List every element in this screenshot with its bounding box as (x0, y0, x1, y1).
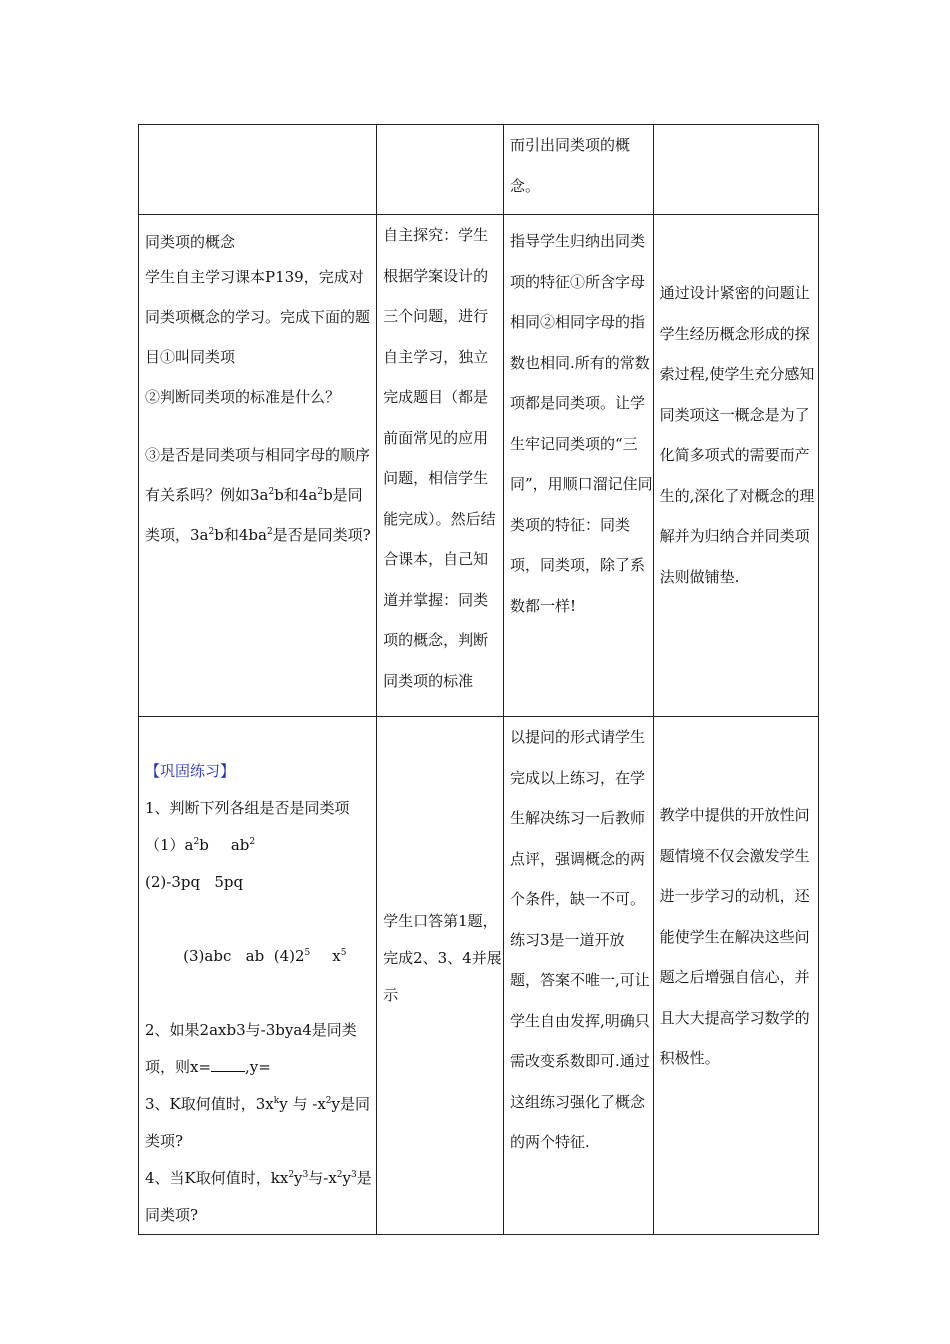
superscript: 3 (351, 1170, 357, 1180)
cell-content (139, 717, 377, 1235)
cell-text: 学生口答第1题，完成2、3、4并展示 (383, 912, 502, 1004)
cell-text (145, 790, 376, 864)
superscript: 2 (317, 487, 324, 497)
cell-text: 自主探究：学生根据学案设计的三个问题，进行自主学习，独立完成题目（都是前面常见的应用问题，相信学生能完成）。然后结合课本，自己知道并掌握：同类项的概念，判断同类项的标准 (383, 226, 496, 690)
cell-empty (377, 125, 504, 215)
table-row (139, 215, 819, 717)
text-run: y是同类项? (145, 1095, 370, 1150)
superscript: 5 (340, 948, 347, 958)
cell-text (145, 1086, 376, 1160)
text-run: y (342, 1169, 352, 1187)
cell-empty (139, 125, 377, 215)
cell-text (145, 1012, 376, 1086)
superscript: k (273, 1096, 280, 1106)
text-run: 2、如果2axb3与-3bya4是同类项，则x= (145, 1021, 357, 1076)
superscript: 2 (336, 1170, 343, 1180)
cell-empty (653, 125, 818, 215)
text-run: b是同类项，3a (145, 486, 363, 544)
text-run: x (332, 947, 341, 965)
cell-text (145, 1160, 376, 1234)
cell-content (139, 215, 377, 717)
superscript: 5 (304, 948, 311, 958)
text-run: 与-x (308, 1169, 337, 1187)
table-row (139, 125, 819, 215)
text-run: b和4ba (214, 526, 267, 544)
cell-text (145, 435, 376, 555)
cell-text: ②判断同类项的标准是什么？ (145, 388, 341, 406)
cell-text: (2)-3pq 5pq (145, 873, 244, 891)
table-row (139, 717, 819, 1235)
superscript: 2 (193, 837, 200, 847)
text-run: y 与 -x (279, 1095, 326, 1113)
lesson-table (138, 124, 819, 1235)
text-run: ab (230, 836, 250, 854)
text-run: 是同类项? (145, 1169, 372, 1224)
text-run: y (294, 1169, 303, 1187)
superscript: 2 (288, 1170, 295, 1180)
superscript: 2 (268, 487, 275, 497)
superscript: 2 (266, 527, 273, 537)
text-run: ③是否是同类项与相同字母的顺序有关系吗？例如3a (145, 446, 371, 504)
cell-student-activity (377, 215, 504, 717)
text-run: ,y= (245, 1058, 271, 1076)
cell-text: 以提问的形式请学生完成以上练习，在学生解决练习一后教师点评，强调概念的两个条件，缺一不可。练习3是一道开放题，答案不唯一,可让学生自由发挥,明确只需改变系数即可.通过这组练习强化了概念的两个特征. (509, 728, 650, 1151)
cell-teacher-activity (503, 215, 653, 717)
exercise-heading: 【巩固练习】 (145, 762, 236, 780)
cell-text: 学生自主学习课本P139，完成对同类项概念的学习。完成下面的题目①叫同类项 (145, 268, 371, 366)
text-run: b (199, 836, 209, 854)
answer-blank (211, 1057, 245, 1072)
cell-teacher-activity (503, 125, 653, 215)
text-run: 3、K取何值时，3x (145, 1095, 274, 1113)
section-title: 同类项的概念 (145, 233, 236, 251)
cell-text (145, 901, 376, 1012)
cell-student-activity (377, 717, 504, 1235)
superscript: 2 (208, 527, 215, 537)
text-run: (3)abc ab (4)2 (183, 947, 305, 965)
cell-text: 指导学生归纳出同类项的特征①所含字母相同②相同字母的指数也相同.所有的常数项都是同类项。让学生牢记同类项的“三同”，用顺口溜记住同类项的特征：同类项，同类项，除了系数都一样! (509, 232, 653, 615)
text-run: 是否是同类项? (272, 526, 371, 544)
superscript: 2 (325, 1096, 332, 1106)
cell-text: 教学中提供的开放性问题情境不仅会激发学生进一步学习的动机，还能使学生在解决这些问题之后增强自信心，并且大大提高学习数学的积极性。 (659, 806, 810, 1067)
cell-design-intent (653, 215, 818, 717)
superscript: 3 (302, 1170, 309, 1180)
text-run: 1、判断下列各组是否是同类项（1）a (145, 799, 350, 854)
cell-design-intent (653, 717, 818, 1235)
cell-teacher-activity (503, 717, 653, 1235)
superscript: 2 (249, 837, 256, 847)
text-run: 4、当K取何值时，kx (145, 1169, 289, 1187)
cell-text: 而引出同类项的概念。 (509, 136, 630, 195)
cell-text: 通过设计紧密的问题让学生经历概念形成的探索过程,使学生充分感知同类项这一概念是为了化简多项式的需要而产生的,深化了对概念的理解并为归纳合并同类项法则做铺垫. (659, 284, 815, 586)
text-run: b和4a (274, 486, 318, 504)
